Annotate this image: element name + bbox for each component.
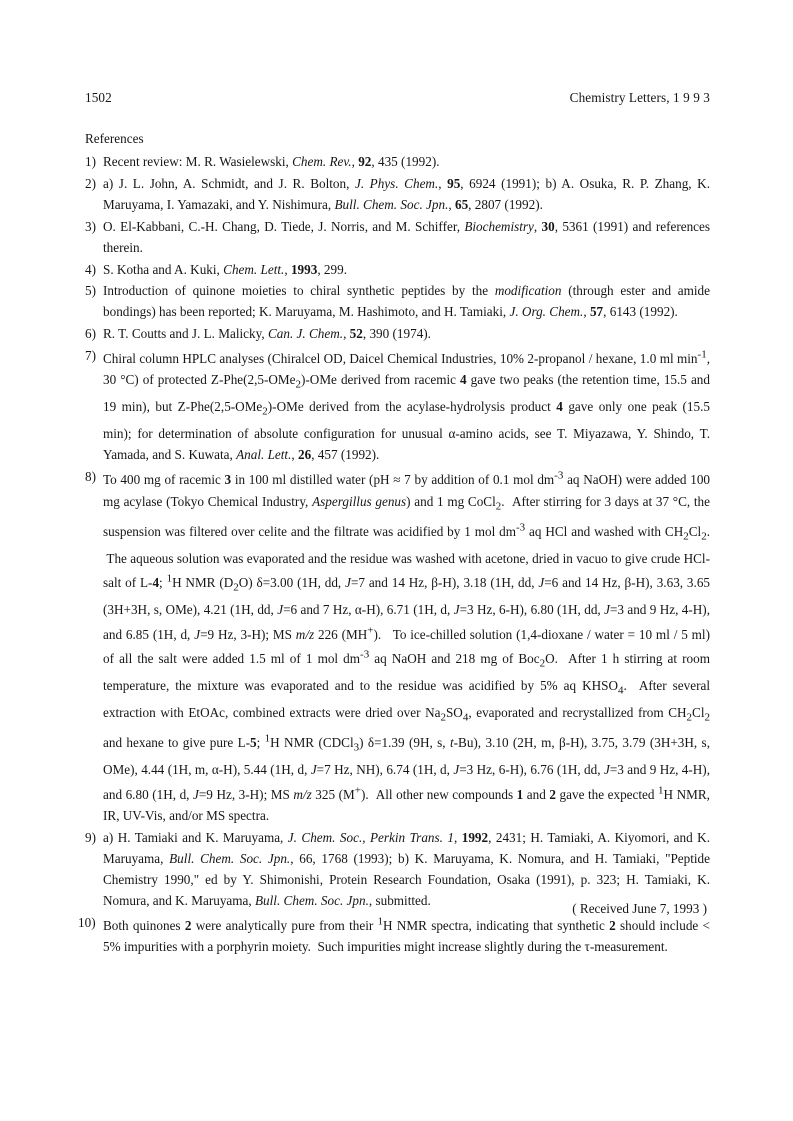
reference-number: 2) [85, 175, 96, 191]
reference-number: 8) [85, 469, 96, 485]
running-header [85, 90, 710, 108]
received-date: ( Received June 7, 1993 ) [572, 901, 707, 916]
reference-text: Chiral column HPLC analyses (Chiralcel OD, Daicel Chemical Industries, 10% 2-propanol / hexane, 1.0 ml $\min^{-1}$, 30 °C) of protected Z-Phe(2,5-OMe$_2$)-OMe derived from racemic 4 gave two peaks (the retention time, 15.5 and 19 min), but Z-Phe(2,5-OMe$_2$)-OMe derived from the acylase-hydrolysis product 4 gave only one peak (15.5 min); for determination of absolute configuration for unusual α-amino acids, see T. Miyazawa, Y. Shindo, T. Yamada, and S. Kuwata, Anal. Lett., 26, 457 (1992). [103, 348, 710, 463]
journal-header: Chemistry Letters, 1 9 9 3 [569, 90, 710, 105]
reference-item [85, 827, 710, 912]
reference-number: 9) [85, 829, 96, 845]
page-number: 1502 [85, 90, 112, 105]
reference-item [85, 259, 710, 280]
reference-item [85, 323, 710, 344]
reference-text: Both quinones 2 were analytically pure from their $^1$H NMR spectra, indicating that synthetic 2 should include < 5% impurities with a porphyrin moiety. Such impurities might increase slightly during the τ-measurement. [103, 915, 710, 955]
reference-number: 3) [85, 218, 96, 234]
reference-text: S. Kotha and A. Kuki, Chem. Lett., 1993, 299. [103, 261, 347, 277]
reference-item [85, 280, 710, 322]
reference-item [85, 216, 710, 258]
references-list [78, 151, 711, 958]
reference-item [85, 173, 710, 215]
reference-text: a) H. Tamiaki and K. Maruyama, J. Chem. Soc., Perkin Trans. 1, 1992, 2431; H. Tamiaki, A. Kiyomori, and K. Maruyama, Bull. Chem. Soc. Jpn., 66, 1768 (1993); b) K. Maruyama, K. Nomura, and H. Tamiaki, "Peptide Chemistry 1990," ed by Y. Shimonishi, Protein Research Foundation, Osaka (1991), p. 323; H. Tamiaki, K. Nomura, and K. Maruyama, Bull. Chem. Soc. Jpn., submitted. [103, 829, 711, 909]
reference-item [85, 466, 710, 826]
reference-item [78, 912, 710, 958]
reference-number: 10) [78, 914, 96, 930]
reference-text: To 400 mg of racemic 3 in 100 ml distilled water (pH ≈ 7 by addition of 0.1 mol $dm^{-3}$ aq NaOH) were added 100 mg acylase (Tokyo Chemical Industry, Aspergillus genus) and 1 mg CoCl$_2$. After stirring for 3 days at 37 °C, the suspension was filtered over celite and the filtrate was acidified by 1 mol $dm^{-3}$ aq HCl and washed with $CH_2Cl_2$. The aqueous solution was evaporated and the residue was washed with acetone, dried in vacuo to give crude HCl-salt of L-4; $^1$H NMR $(D_2O)$ δ=3.00 (1H, dd, J=7 and 14 Hz, β-H), 3.18 (1H, dd, J=6 and 14 Hz, β-H), 3.63, 3.65 (3H+3H, s, OMe), 4.21 (1H, dd, J=6 and 7 Hz, α-H), 6.71 (1H, d, J=3 Hz, 6-H), 6.80 (1H, dd, J=3 and 9 Hz, 4-H), and 6.85 (1H, d, J=9 Hz, 3-H); MS m/z 226 (MH+). To ice-chilled solution (1,4-dioxane / water = 10 ml / 5 ml) of all the salt were added 1.5 ml of 1 mol $dm^{-3}$ aq NaOH and 218 mg of Boc$_2$O. After 1 h stirring at room temperature, the mixture was evaporated and to the residue was acidified by 5% aq $KHSO_4$. After several extraction with EtOAc, combined extracts were dried over $Na_2SO_4$, evaporated and recrystallized from $CH_2Cl_2$ and hexane to give pure L-5; $^1$H NMR (CDCl$_3$) δ=1.39 (9H, s, t-Bu), 3.10 (2H, m, β-H), 3.75, 3.79 (3H+3H, s, OMe), 4.44 (1H, m, α-H), 5.44 (1H, d, J=7 Hz, NH), 6.74 (1H, d, J=3 Hz, 6-H), 6.76 (1H, dd, J=3 and 9 Hz, 4-H), and 6.80 (1H, d, J=9 Hz, 3-H); MS m/z 325 (M+). All other new compounds 1 and 2 gave the expected $^1$H NMR, IR, UV-Vis, and/or MS spectra. [103, 470, 711, 823]
reference-text: Recent review: M. R. Wasielewski, Chem. Rev., 92, 435 (1992). [103, 154, 440, 169]
reference-number: 1) [85, 154, 96, 169]
reference-item [85, 345, 710, 466]
reference-text: Introduction of quinone moieties to chiral synthetic peptides by the modification (through ester and amide bondings) has been reported; K. Maruyama, M. Hashimoto, and H. Tamiaki, J. Org. Chem., 57, 6143 (1992). [103, 283, 710, 320]
reference-text: R. T. Coutts and J. L. Malicky, Can. J. Chem., 52, 390 (1974). [103, 326, 431, 342]
reference-item [85, 151, 710, 172]
reference-number: 6) [85, 326, 96, 342]
reference-number: 5) [85, 283, 96, 299]
reference-text: O. El-Kabbani, C.-H. Chang, D. Tiede, J. Norris, and M. Schiffer, Biochemistry, 30, 5361 (1991) and references therein. [103, 218, 711, 255]
reference-number: 4) [85, 261, 96, 277]
references-heading: References [85, 131, 144, 146]
reference-text: a) J. L. John, A. Schmidt, and J. R. Bolton, J. Phys. Chem., 95, 6924 (1991); b) A. Osuka, R. P. Zhang, K. Maruyama, I. Yamazaki, and Y. Nishimura, Bull. Chem. Soc. Jpn., 65, 2807 (1992). [103, 175, 710, 212]
reference-number: 7) [85, 347, 96, 363]
